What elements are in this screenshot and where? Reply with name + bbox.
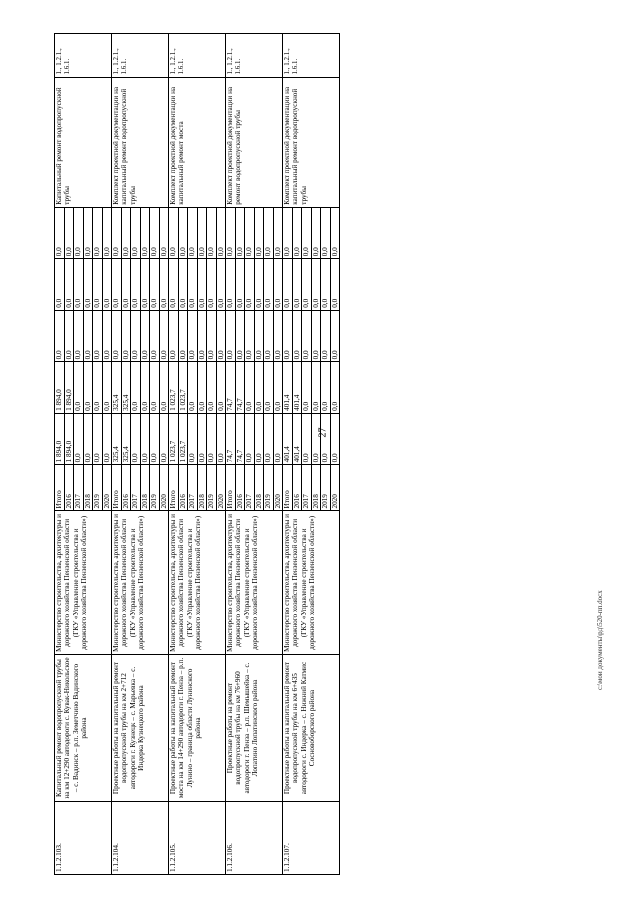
value-cell: 0,0 [245, 413, 255, 465]
value-cell: 0,0 [235, 259, 245, 311]
executor: Министерство строительства, архитектуры и дорожного хозяйства Пензенской области (ГКУ «Управление строительства и дорожного хозяйства Пензенской области») [283, 511, 340, 655]
value-cell: 0,0 [121, 310, 131, 362]
value-cell: 1 023,7 [178, 362, 188, 414]
value-cell: 0,0 [140, 207, 150, 259]
year-label: 2016 [235, 465, 245, 511]
value-cell: 0,0 [254, 207, 264, 259]
measure-name: Проектные работы на капитальный ремонт водопропускной трубы на км 2+712 автодороги г. Кузнецк – с. Марьевка – с. Индерка Кузнецкого района [112, 655, 169, 801]
value-cell: 0,0 [216, 207, 226, 259]
year-label: 2017 [302, 465, 312, 511]
year-label: 2017 [188, 465, 198, 511]
value-cell: 0,0 [273, 413, 283, 465]
value-cell: 0,0 [197, 207, 207, 259]
value-cell: 0,0 [121, 207, 131, 259]
value-cell: 0,0 [112, 259, 122, 311]
year-label: Итого [169, 465, 179, 511]
value-cell: 0,0 [292, 207, 302, 259]
year-label: 2020 [330, 465, 340, 511]
value-cell: 0,0 [178, 310, 188, 362]
year-label: 2018 [311, 465, 321, 511]
value-cell: 1 894,0 [55, 362, 65, 414]
value-cell: 0,0 [264, 207, 274, 259]
value-cell: 0,0 [311, 362, 321, 414]
value-cell: 74,7 [226, 362, 236, 414]
value-cell: 0,0 [150, 362, 160, 414]
value-cell: 0,0 [283, 259, 293, 311]
year-label: 2016 [64, 465, 74, 511]
expected-result: Комплект проектной документации на капитальный ремонт моста [169, 77, 226, 207]
year-label: Итого [283, 465, 293, 511]
value-cell: 0,0 [159, 259, 169, 311]
value-cell: 0,0 [83, 259, 93, 311]
value-cell: 0,0 [330, 413, 340, 465]
value-cell: 0,0 [197, 310, 207, 362]
value-cell: 0,0 [302, 413, 312, 465]
value-cell: 1 023,7 [169, 362, 179, 414]
value-cell: 0,0 [245, 207, 255, 259]
value-cell: 0,0 [74, 310, 84, 362]
value-cell: 325,4 [121, 413, 131, 465]
value-cell: 0,0 [226, 310, 236, 362]
value-cell: 0,0 [140, 259, 150, 311]
value-cell: 325,4 [121, 362, 131, 414]
value-cell: 0,0 [64, 207, 74, 259]
value-cell: 0,0 [140, 310, 150, 362]
value-cell: 0,0 [207, 207, 217, 259]
value-cell: 0,0 [226, 207, 236, 259]
measure-name: Проектные работы на капитальный ремонт моста на км 14+290 автодороги г. Пенза – р.п. Лунино – граница области Лунинского района [169, 655, 226, 801]
value-cell: 0,0 [273, 310, 283, 362]
value-cell: 0,0 [245, 310, 255, 362]
year-label: 2019 [321, 465, 331, 511]
measure-code: 1.1.2.105. [169, 801, 226, 874]
value-cell: 0,0 [245, 259, 255, 311]
value-cell: 0,0 [283, 310, 293, 362]
value-cell: 0,0 [302, 207, 312, 259]
value-cell: 0,0 [131, 310, 141, 362]
expected-result: Комплект проектной документации на ремонт водопропускной трубы [226, 77, 283, 207]
value-cell: 0,0 [216, 413, 226, 465]
value-cell: 0,0 [207, 413, 217, 465]
value-cell: 0,0 [264, 310, 274, 362]
value-cell: 0,0 [64, 310, 74, 362]
value-cell: 0,0 [83, 413, 93, 465]
value-cell: 1 894,0 [64, 362, 74, 414]
value-cell: 0,0 [140, 413, 150, 465]
value-cell: 0,0 [150, 310, 160, 362]
measure-code: 1.1.2.106. [226, 801, 283, 874]
value-cell: 0,0 [197, 362, 207, 414]
value-cell: 0,0 [150, 413, 160, 465]
value-cell: 1 894,0 [55, 413, 65, 465]
value-cell: 0,0 [273, 362, 283, 414]
value-cell: 0,0 [112, 310, 122, 362]
value-cell: 0,0 [188, 362, 198, 414]
value-cell: 0,0 [254, 413, 264, 465]
value-cell: 401,4 [292, 362, 302, 414]
value-cell: 325,4 [112, 362, 122, 414]
value-cell: 0,0 [83, 362, 93, 414]
value-cell: 0,0 [216, 259, 226, 311]
value-cell: 325,4 [112, 413, 122, 465]
value-cell: 0,0 [188, 413, 198, 465]
measure-code: 1.1.2.104. [112, 801, 169, 874]
value-cell: 0,0 [283, 207, 293, 259]
value-cell: 0,0 [93, 207, 103, 259]
value-cell: 0,0 [55, 259, 65, 311]
value-cell: 0,0 [102, 207, 112, 259]
value-cell: 0,0 [264, 259, 274, 311]
program-table [54, 33, 340, 875]
value-cell: 0,0 [188, 310, 198, 362]
year-label: 2018 [197, 465, 207, 511]
value-cell: 0,0 [254, 362, 264, 414]
year-label: Итого [112, 465, 122, 511]
value-cell: 0,0 [102, 362, 112, 414]
value-cell: 0,0 [102, 413, 112, 465]
value-cell: 0,0 [74, 207, 84, 259]
value-cell: 0,0 [292, 310, 302, 362]
year-label: 2018 [140, 465, 150, 511]
indicator-link: 1., 1.2.1., 1.6.1. [112, 34, 169, 78]
value-cell: 0,0 [197, 413, 207, 465]
value-cell: 0,0 [273, 207, 283, 259]
value-cell: 0,0 [93, 259, 103, 311]
value-cell: 0,0 [302, 259, 312, 311]
year-label: 2016 [292, 465, 302, 511]
value-cell: 0,0 [264, 413, 274, 465]
table-body [55, 34, 340, 875]
value-cell: 0,0 [159, 413, 169, 465]
table-row [226, 34, 236, 875]
value-cell: 0,0 [264, 362, 274, 414]
value-cell: 0,0 [216, 310, 226, 362]
value-cell: 401,4 [283, 362, 293, 414]
executor: Министерство строительства, архитектуры и дорожного хозяйства Пензенской области (ГКУ «Управление строительства и дорожного хозяйства Пензенской области») [55, 511, 112, 655]
value-cell: 0,0 [121, 259, 131, 311]
value-cell: 0,0 [207, 310, 217, 362]
value-cell: 0,0 [112, 207, 122, 259]
value-cell: 0,0 [311, 310, 321, 362]
value-cell: 74,7 [235, 413, 245, 465]
value-cell: 0,0 [93, 310, 103, 362]
table-row [283, 34, 293, 875]
value-cell: 0,0 [302, 362, 312, 414]
rotated-table-container [54, 33, 573, 875]
value-cell: 0,0 [321, 259, 331, 311]
value-cell: 0,0 [178, 207, 188, 259]
value-cell: 0,0 [330, 362, 340, 414]
value-cell: 0,0 [159, 310, 169, 362]
value-cell: 401,4 [292, 413, 302, 465]
value-cell: 0,0 [188, 259, 198, 311]
value-cell: 0,0 [131, 413, 141, 465]
value-cell: 0,0 [150, 259, 160, 311]
year-label: 2017 [131, 465, 141, 511]
value-cell: 0,0 [311, 207, 321, 259]
year-label: 2019 [207, 465, 217, 511]
value-cell: 0,0 [292, 259, 302, 311]
value-cell: 1 023,7 [178, 413, 188, 465]
measure-code: 1.1.2.107. [283, 801, 340, 874]
value-cell: 0,0 [330, 310, 340, 362]
value-cell: 0,0 [131, 362, 141, 414]
value-cell: 0,0 [216, 362, 226, 414]
value-cell: 0,0 [330, 207, 340, 259]
value-cell: 0,0 [235, 207, 245, 259]
indicator-link: 1., 1.2.1., 1.6.1. [283, 34, 340, 78]
value-cell: 0,0 [302, 310, 312, 362]
value-cell: 0,0 [207, 362, 217, 414]
value-cell: 0,0 [321, 310, 331, 362]
value-cell: 0,0 [169, 207, 179, 259]
indicator-link: 1., 1.2.1., 1.6.1. [55, 34, 112, 78]
value-cell: 0,0 [131, 259, 141, 311]
value-cell: 0,0 [178, 259, 188, 311]
value-cell: 0,0 [235, 310, 245, 362]
year-label: 2019 [93, 465, 103, 511]
expected-result: Комплект проектной документации на капитальный ремонт водопропускной трубы [283, 77, 340, 207]
value-cell: 0,0 [254, 310, 264, 362]
expected-result: Комплект проектной документации на капитальный ремонт водопропускной трубы [112, 77, 169, 207]
value-cell: 0,0 [93, 413, 103, 465]
measure-name: Капитальный ремонт водопропускной трубы на км 12+290 автодороги с. Кувак-Никольское – с. Вадинск – р.п. Земетчино Вадинского района [55, 655, 112, 801]
executor: Министерство строительства, архитектуры и дорожного хозяйства Пензенской области (ГКУ «Управление строительства и дорожного хозяйства Пензенской области») [226, 511, 283, 655]
year-label: 2018 [83, 465, 93, 511]
value-cell: 0,0 [273, 259, 283, 311]
value-cell: 0,0 [55, 310, 65, 362]
value-cell: 0,0 [55, 207, 65, 259]
value-cell: 0,0 [83, 207, 93, 259]
value-cell: 0,0 [93, 362, 103, 414]
value-cell: 0,0 [169, 310, 179, 362]
value-cell: 1 023,7 [169, 413, 179, 465]
value-cell: 0,0 [159, 207, 169, 259]
year-label: 2020 [273, 465, 283, 511]
value-cell: 0,0 [150, 207, 160, 259]
executor: Министерство строительства, архитектуры и дорожного хозяйства Пензенской области (ГКУ «Управление строительства и дорожного хозяйства Пензенской области») [169, 511, 226, 655]
year-label: 2018 [254, 465, 264, 511]
measure-name: Проектные работы на капитальный ремонт водопропускной трубы на км 6+435 автодороги с. Индерка – с. Нижний Катмис Сосновоборского района [283, 655, 340, 801]
value-cell: 0,0 [74, 362, 84, 414]
value-cell: 0,0 [311, 259, 321, 311]
value-cell: 0,0 [64, 259, 74, 311]
table-row [55, 34, 65, 875]
value-cell: 0,0 [102, 310, 112, 362]
table-row [112, 34, 122, 875]
value-cell: 0,0 [74, 413, 84, 465]
measure-code: 1.1.2.103. [55, 801, 112, 874]
year-label: 2017 [74, 465, 84, 511]
value-cell: 0,0 [197, 259, 207, 311]
expected-result: Капитальный ремонт водопропускной трубы [55, 77, 112, 207]
value-cell: 0,0 [131, 207, 141, 259]
value-cell: 0,0 [321, 207, 331, 259]
value-cell: 0,0 [330, 259, 340, 311]
value-cell: 0,0 [207, 259, 217, 311]
year-label: Итого [226, 465, 236, 511]
executor: Министерство строительства, архитектуры и дорожного хозяйства Пензенской области (ГКУ «Управление строительства и дорожного хозяйства Пензенской области») [112, 511, 169, 655]
value-cell: 0,0 [83, 310, 93, 362]
value-cell: 74,7 [226, 413, 236, 465]
year-label: 2019 [150, 465, 160, 511]
table-row [169, 34, 179, 875]
value-cell: 0,0 [188, 207, 198, 259]
value-cell: 0,0 [245, 362, 255, 414]
measure-name: Проектные работы на ремонт водопропускной трубы на км 76+960 автодороги г. Пенза – р.п. Шемышейка – с. Лопатино Лопатинского района [226, 655, 283, 801]
page-number: 27 [317, 427, 329, 438]
value-cell: 0,0 [159, 362, 169, 414]
indicator-link: 1., 1.2.1., 1.6.1. [169, 34, 226, 78]
year-label: 2017 [245, 465, 255, 511]
value-cell: 1 894,0 [64, 413, 74, 465]
value-cell: 74,7 [235, 362, 245, 414]
year-label: 2019 [264, 465, 274, 511]
value-cell: 0,0 [74, 259, 84, 311]
value-cell: 0,0 [321, 413, 331, 465]
year-label: 2016 [178, 465, 188, 511]
year-label: Итого [55, 465, 65, 511]
year-label: 2016 [121, 465, 131, 511]
year-label: 2020 [159, 465, 169, 511]
value-cell: 0,0 [140, 362, 150, 414]
year-label: 2020 [216, 465, 226, 511]
value-cell: 0,0 [102, 259, 112, 311]
value-cell: 0,0 [321, 362, 331, 414]
document-path-footer: c:\мои документы\рд\520-пп.docx [596, 590, 604, 690]
indicator-link: 1., 1.2.1., 1.6.1. [226, 34, 283, 78]
value-cell: 0,0 [254, 259, 264, 311]
value-cell: 0,0 [169, 259, 179, 311]
value-cell: 0,0 [311, 413, 321, 465]
year-label: 2020 [102, 465, 112, 511]
value-cell: 401,4 [283, 413, 293, 465]
value-cell: 0,0 [226, 259, 236, 311]
